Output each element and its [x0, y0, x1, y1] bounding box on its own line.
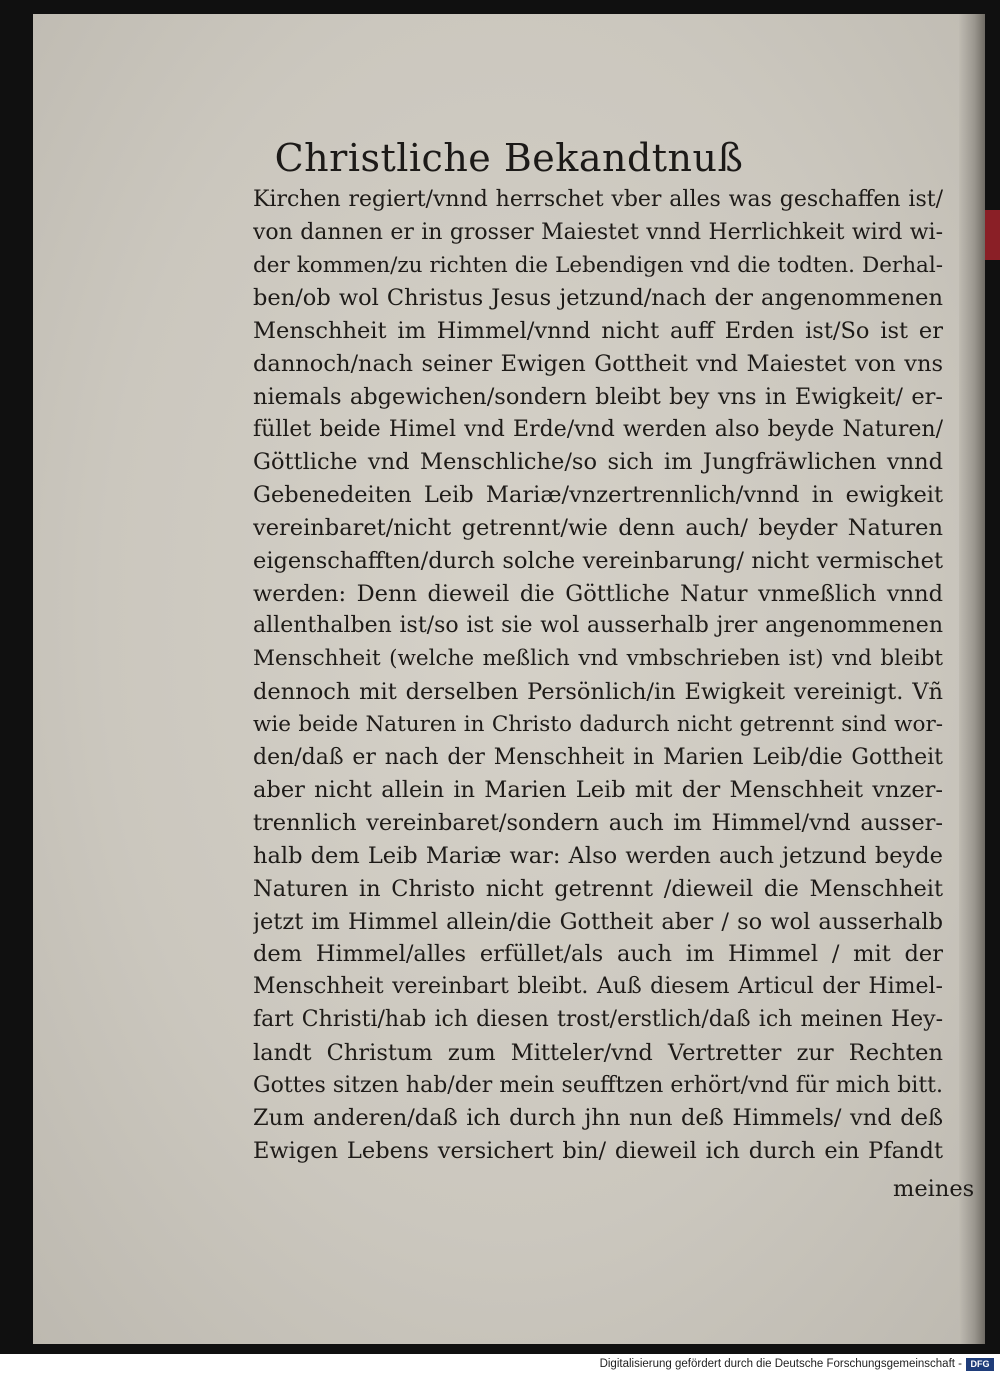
- text-line: Zum anderen/daß ich durch jhn nun deß Himmels/ vnd deß: [253, 1105, 943, 1132]
- text-line: Naturen in Christo nicht getrennt /dieweil die Menschheit: [253, 875, 943, 902]
- text-line: dannoch/nach seiner Ewigen Gottheit vnd Maiestet von vns: [253, 350, 943, 377]
- text-line: vereinbaret/nicht getrennt/wie denn auch/ beyder Naturen: [253, 514, 943, 541]
- text-line: Kirchen regiert/vnnd herrschet vber alles was geschaffen ist/: [253, 187, 943, 212]
- text-line: ben/ob wol Christus Jesus jetzund/nach der angenommenen: [253, 285, 943, 312]
- text-line: landt Christum zum Mitteler/vnd Vertretter zur Rechten: [253, 1039, 943, 1066]
- text-line: jetzt im Himmel allein/die Gottheit aber / so wol ausserhalb: [253, 908, 943, 935]
- text-line: allenthalben ist/so ist sie wol ausserhalb jrer angenommenen: [253, 613, 943, 639]
- catchword: meines: [893, 1176, 975, 1202]
- text-line: Menschheit (welche meßlich vnd vmbschrieben ist) vnd bleibt: [253, 646, 943, 672]
- text-line: Gottes sitzen hab/der mein seufftzen erhört/vnd für mich bitt.: [253, 1072, 943, 1098]
- text-line: halb dem Leib Mariæ war: Also werden auch jetzund beyde: [253, 842, 943, 869]
- text-line: aber nicht allein in Marien Leib mit der Menschheit vnzer-: [253, 777, 943, 804]
- text-line: Gebenedeiten Leib Mariæ/vnzertrennlich/vnnd in ewigkeit: [253, 482, 943, 509]
- text-line: werden: Denn dieweil die Göttliche Natur vnmeßlich vnnd: [253, 580, 943, 607]
- text-line: von dannen er in grosser Maiestet vnnd Herrlichkeit wird wi-: [253, 219, 943, 245]
- text-line: fart Christi/hab ich diesen trost/erstlich/daß ich meinen Hey-: [253, 1006, 943, 1032]
- text-line: dennoch mit derselben Persönlich/in Ewigkeit vereinigt. Vñ: [253, 678, 943, 705]
- text-line: wie beide Naturen in Christo dadurch nicht getrennt sind wor-: [253, 711, 943, 737]
- text-line: Menschheit vereinbart bleibt. Auß diesem Articul der Himel-: [253, 974, 943, 1000]
- digitization-credit: Digitalisierung gefördert durch die Deutsche Forschungsgemeinschaft -: [599, 1358, 962, 1370]
- dfg-logo: DFG: [966, 1358, 994, 1371]
- text-line: niemals abgewichen/sondern bleibt bey vns in Ewigkeit/ er-: [253, 383, 943, 410]
- text-line: trennlich vereinbaret/sondern auch im Himmel/vnd ausser-: [253, 810, 943, 837]
- text-line: der kommen/zu richten die Lebendigen vnd die todten. Derhal-: [253, 252, 943, 278]
- text-line: Menschheit im Himmel/vnnd nicht auff Erden ist/So ist er: [253, 318, 943, 345]
- footer-bar: [0, 1354, 1000, 1376]
- page-edge-shadow: [959, 14, 985, 1344]
- text-line: dem Himmel/alles erfüllet/als auch im Himmel / mit der: [253, 941, 943, 968]
- running-head: Christliche Bekandtnuß: [274, 136, 744, 180]
- text-line: füllet beide Himel vnd Erde/vnd werden also beyde Naturen/: [253, 416, 943, 442]
- text-line: Ewigen Lebens versichert bin/ dieweil ich durch ein Pfandt: [253, 1138, 943, 1165]
- body-text: [253, 184, 943, 1168]
- text-line: den/daß er nach der Menschheit in Marien Leib/die Gottheit: [253, 744, 943, 770]
- text-line: eigenschafften/durch solche vereinbarung/ nicht vermischet: [253, 547, 943, 574]
- text-line: Göttliche vnd Menschliche/so sich im Jungfräwlichen vnnd: [253, 449, 943, 476]
